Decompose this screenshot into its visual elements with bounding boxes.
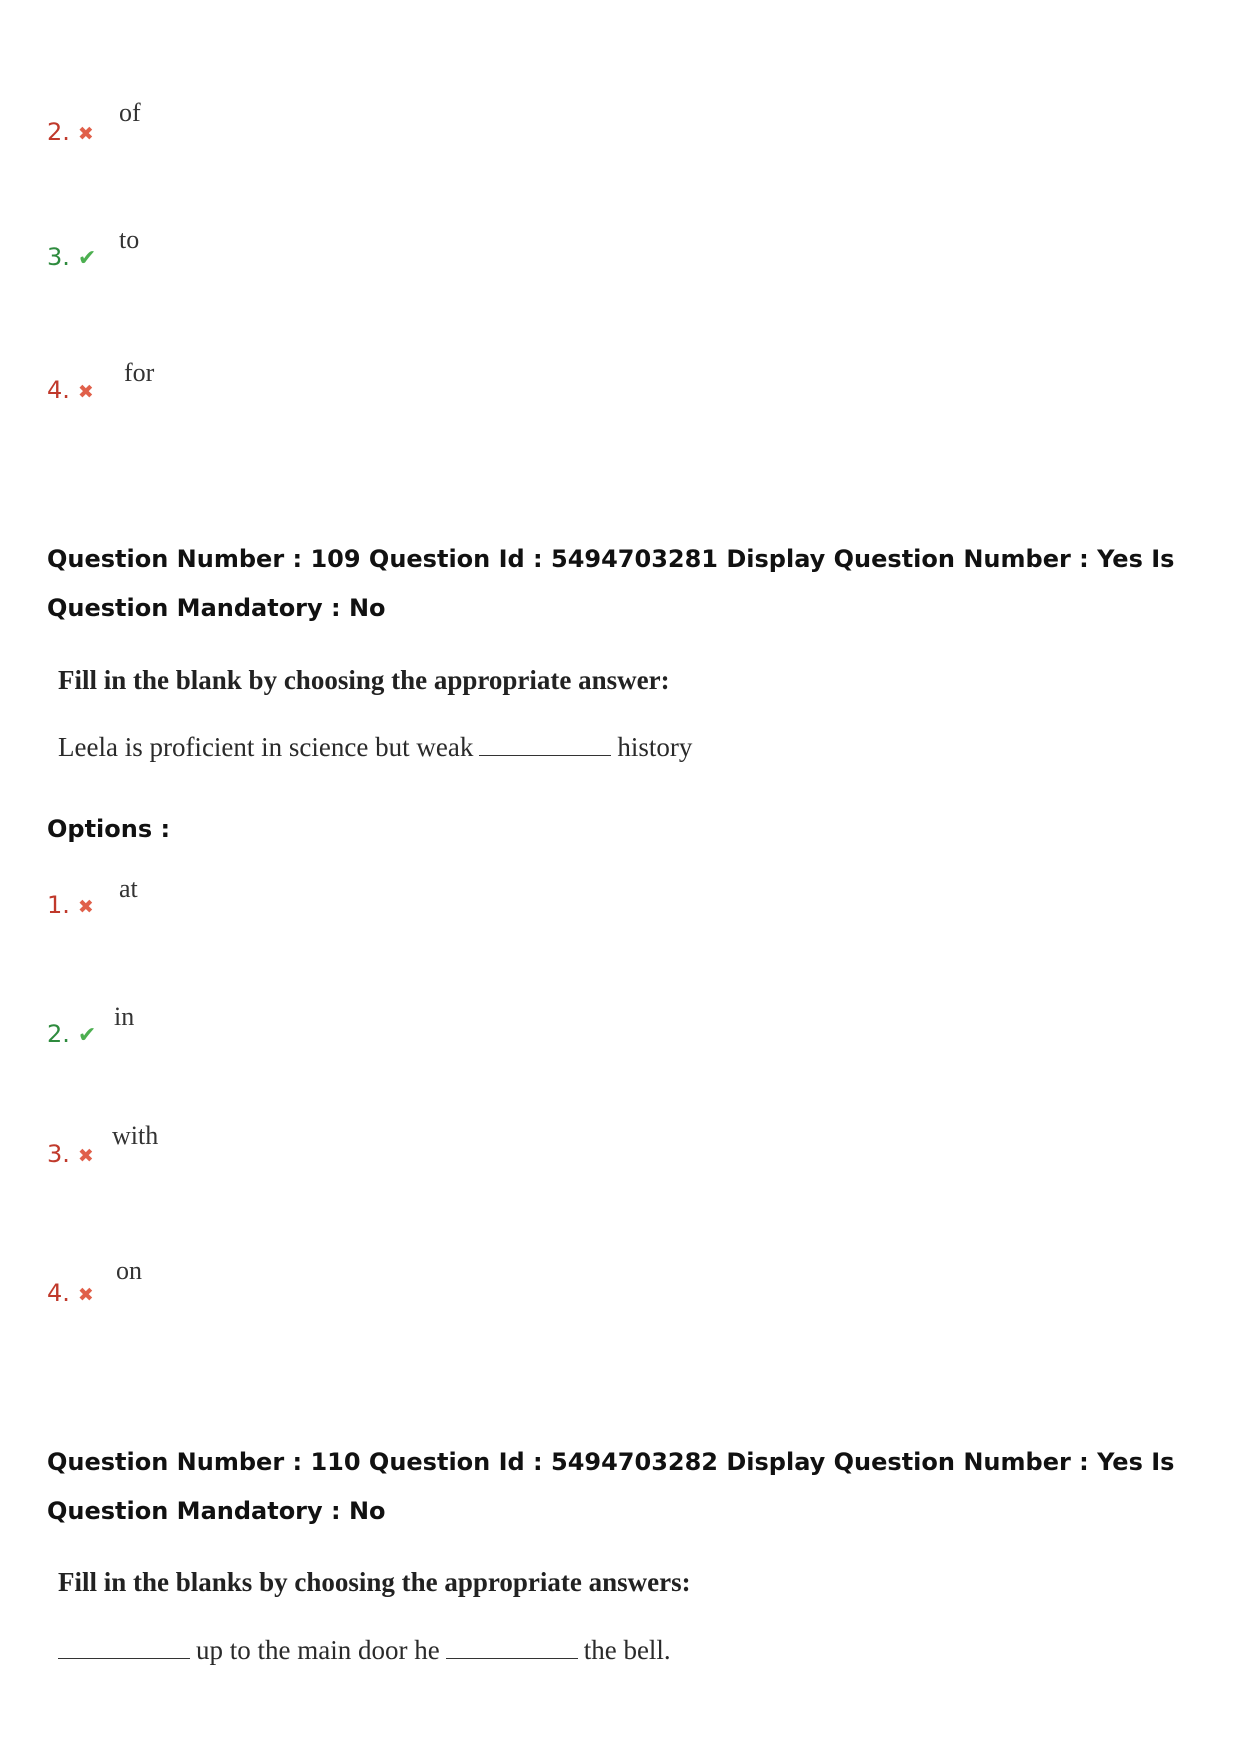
sentence-part: Leela is proficient in science but weak (58, 732, 474, 762)
check-icon: ✔ (77, 1023, 97, 1048)
sentence-part: up to the main door he (196, 1635, 440, 1665)
option-number: 2. (47, 118, 70, 146)
question-instruction: Fill in the blank by choosing the appropriate answer: (58, 665, 670, 695)
option-text: of (119, 98, 141, 127)
blank-line (479, 733, 611, 756)
option-number: 1. (47, 891, 70, 919)
option-1 (47, 893, 94, 918)
option-number: 3. (47, 243, 70, 271)
option-text: to (119, 225, 140, 254)
question-header: Question Number : 109 Question Id : 5494703281 Display Question Number : Yes Is Question Mandatory : No (47, 545, 1175, 622)
question-sentence (58, 732, 692, 763)
prev-option-3 (47, 245, 96, 271)
options-label: Options : (47, 815, 171, 843)
option-2 (47, 1022, 96, 1048)
prev-option-4 (47, 378, 94, 403)
question-instruction: Fill in the blanks by choosing the appropriate answers: (58, 1567, 691, 1597)
option-text: for (124, 358, 155, 387)
question-header: Question Number : 110 Question Id : 5494703282 Display Question Number : Yes Is Question Mandatory : No (47, 1448, 1175, 1525)
option-text: in (114, 1002, 135, 1031)
option-number: 4. (47, 1279, 70, 1307)
check-icon: ✔ (77, 246, 97, 271)
option-number: 3. (47, 1140, 70, 1168)
option-3 (47, 1142, 94, 1167)
option-text: at (119, 874, 138, 903)
cross-icon: ✖ (77, 896, 94, 918)
option-number: 4. (47, 376, 70, 404)
option-number: 2. (47, 1020, 70, 1048)
blank-line (446, 1636, 578, 1659)
cross-icon: ✖ (77, 1284, 94, 1306)
option-4 (47, 1281, 94, 1306)
sentence-part: the bell. (583, 1635, 671, 1665)
option-text: with (112, 1121, 159, 1150)
question-sentence (52, 1635, 671, 1666)
option-text: on (116, 1256, 142, 1285)
sentence-part: history (617, 732, 693, 762)
prev-option-2 (47, 120, 94, 145)
cross-icon: ✖ (77, 1145, 94, 1167)
cross-icon: ✖ (77, 123, 94, 145)
cross-icon: ✖ (77, 381, 94, 403)
blank-line (58, 1636, 190, 1659)
